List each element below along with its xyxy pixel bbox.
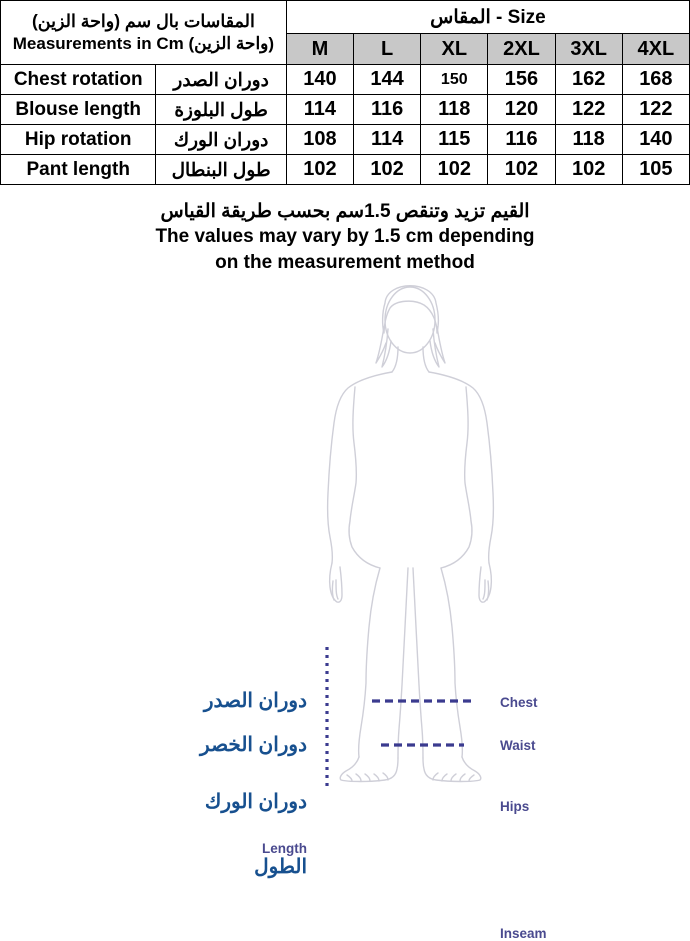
diagram-label-length-english: Length: [262, 840, 307, 856]
cell-pant-length-xl: 102: [421, 155, 488, 185]
diagram-label-inseam-english: Inseam: [500, 925, 547, 941]
table-row: [1, 65, 690, 95]
body-measurement-diagram: [0, 275, 690, 941]
cell-pant-length-3xl: 102: [555, 155, 622, 185]
cell-hip-rotation-4xl: 140: [622, 125, 689, 155]
row-label-ar-pant-length: طول البنطال: [156, 155, 286, 185]
hair-icon: [383, 286, 439, 333]
size-column-header-m: M: [286, 34, 353, 65]
measurements-header-arabic: المقاسات بال سم (واحة الزين): [31, 10, 255, 31]
cell-chest-rotation-2xl: 156: [488, 65, 555, 95]
row-label-ar-blouse-length: طول البلوزة: [156, 95, 286, 125]
diagram-label-waist-english: Waist: [500, 737, 536, 753]
measurement-variance-note: [0, 199, 690, 275]
row-label-ar-hip-rotation: دوران الورك: [156, 125, 286, 155]
cell-blouse-length-3xl: 122: [555, 95, 622, 125]
cell-hip-rotation-2xl: 116: [488, 125, 555, 155]
cell-hip-rotation-3xl: 118: [555, 125, 622, 155]
table-row: [1, 95, 690, 125]
note-english-line-1: The values may vary by 1.5 cm depending: [155, 226, 535, 248]
size-column-header-2xl: 2XL: [488, 34, 555, 65]
head-icon: [385, 287, 435, 353]
vertical-guide-lines-group: [327, 647, 465, 790]
size-column-header-l: L: [354, 34, 421, 65]
cell-pant-length-2xl: 102: [488, 155, 555, 185]
cell-hip-rotation-xl: 115: [421, 125, 488, 155]
row-label-ar-chest-rotation: دوران الصدر: [156, 65, 286, 95]
measurements-header-english: Measurements in Cm (واحة الزين): [12, 33, 275, 53]
cell-blouse-length-l: 116: [354, 95, 421, 125]
cell-chest-rotation-l: 144: [354, 65, 421, 95]
cell-blouse-length-2xl: 120: [488, 95, 555, 125]
body-outline-group: [328, 286, 494, 782]
cell-chest-rotation-xl: 150: [421, 65, 488, 95]
cell-chest-rotation-m: 140: [286, 65, 353, 95]
female-body-figure-svg: [0, 275, 690, 790]
size-column-header-3xl: 3XL: [555, 34, 622, 65]
diagram-label-hips-english: Hips: [500, 798, 530, 814]
size-chart-table: [0, 0, 690, 185]
diagram-label-hips-arabic: دوران الورك: [204, 790, 307, 813]
row-label-en-hip-rotation: Hip rotation: [1, 125, 156, 155]
cell-blouse-length-4xl: 122: [622, 95, 689, 125]
cell-blouse-length-xl: 118: [421, 95, 488, 125]
cell-pant-length-4xl: 105: [622, 155, 689, 185]
measurements-header-cell: [1, 1, 287, 65]
cell-hip-rotation-m: 108: [286, 125, 353, 155]
size-title-cell: المقاس - Size: [286, 1, 689, 34]
diagram-label-chest-english: Chest: [500, 694, 538, 710]
diagram-label-length-arabic: الطول: [254, 856, 307, 879]
cell-blouse-length-m: 114: [286, 95, 353, 125]
row-label-en-pant-length: Pant length: [1, 155, 156, 185]
cell-chest-rotation-3xl: 162: [555, 65, 622, 95]
table-row: [1, 155, 690, 185]
diagram-label-chest-arabic: دوران الصدر: [203, 689, 307, 712]
cell-pant-length-m: 102: [286, 155, 353, 185]
row-label-en-chest-rotation: Chest rotation: [1, 65, 156, 95]
size-column-header-xl: XL: [421, 34, 488, 65]
cell-hip-rotation-l: 114: [354, 125, 421, 155]
cell-pant-length-l: 102: [354, 155, 421, 185]
cell-chest-rotation-4xl: 168: [622, 65, 689, 95]
note-arabic: القيم تزيد وتنقص 1.5سم بحسب طريقة القياس: [160, 201, 530, 222]
row-label-en-blouse-length: Blouse length: [1, 95, 156, 125]
table-row: [1, 125, 690, 155]
note-english-line-2: on the measurement method: [215, 251, 475, 273]
diagram-label-waist-arabic: دوران الخصر: [200, 733, 307, 756]
table-header-row-title: [1, 1, 690, 34]
size-column-header-4xl: 4XL: [622, 34, 689, 65]
diagram-label-length-group: [185, 841, 307, 880]
